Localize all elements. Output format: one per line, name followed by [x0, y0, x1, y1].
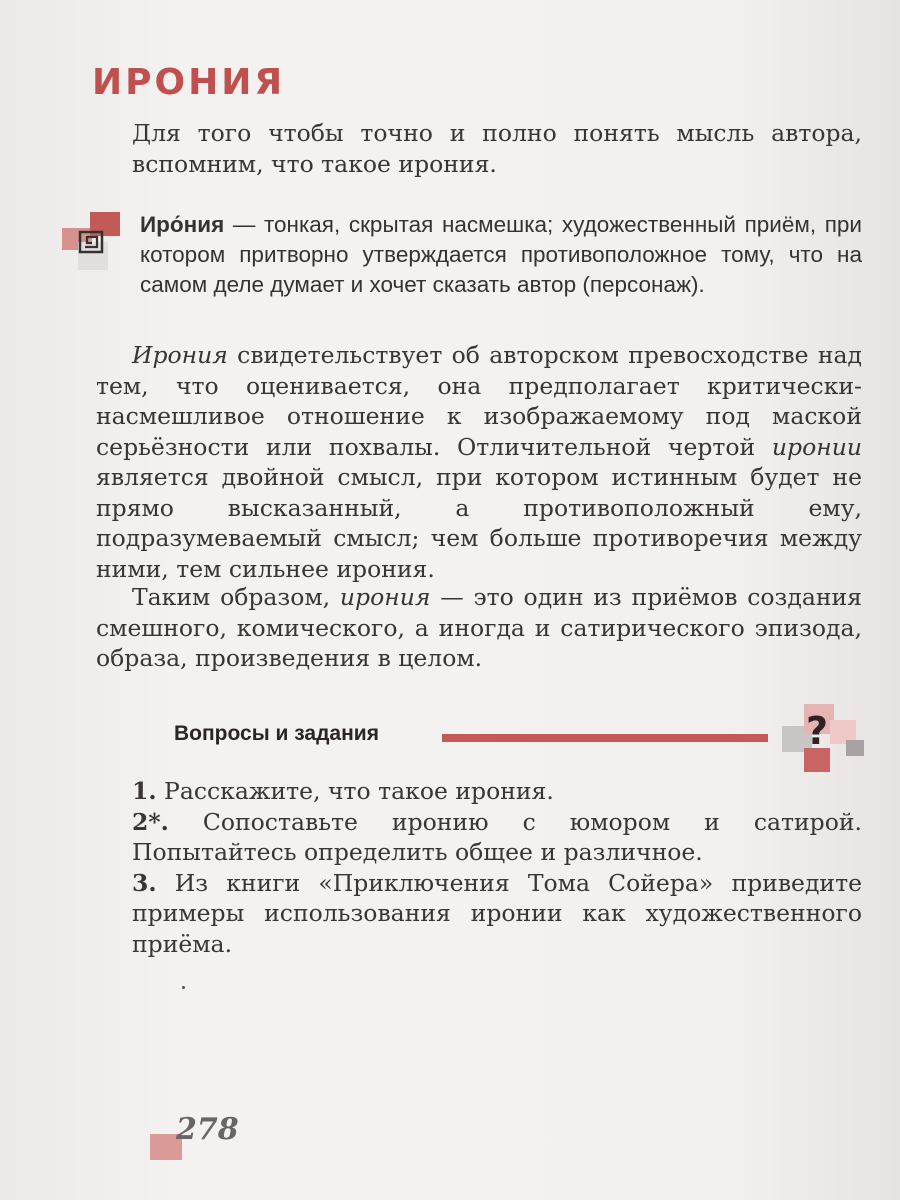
definition-icon	[62, 212, 128, 272]
question-item: 2*. Сопоставьте иронию с юмором и сатирой. Попытайтесь определить общее и различное.	[132, 807, 862, 866]
header-rule	[442, 734, 768, 742]
question-item: 1. Расскажите, что такое ирония.	[132, 777, 554, 805]
paragraph-text: — это один из приёмов создания смешного, комического, а иногда и сатирического эпизода, образа, произведения в целом.	[96, 583, 862, 672]
page-number: 278	[176, 1112, 239, 1147]
definition-term: Иро́ния	[140, 212, 225, 237]
questions-header: Вопросы и задания	[174, 722, 379, 745]
paragraph-text: свидетельствует об авторском превосходстве над тем, что оценивается, она предполагает критически-насмешливое отношение к изображаемому под маской серьёзности или похвалы. Отличительной чертой	[96, 341, 862, 461]
emphasis: иронии	[771, 432, 862, 461]
questions-list	[132, 776, 862, 959]
question-mark-icon	[782, 700, 872, 776]
page-title: ИРОНИЯ	[92, 62, 286, 103]
paragraph-2	[96, 340, 862, 584]
question-item: 3. Из книги «Приключения Тома Сойера» приведите примеры использования иронии как художественного приёма.	[132, 868, 862, 958]
emphasis: ирония	[339, 583, 431, 611]
paragraph-text: Таким образом,	[132, 583, 340, 611]
intro-paragraph	[132, 118, 862, 179]
intro-text: Для того чтобы точно и полно понять мысль автора, вспомним, что такое ирония.	[132, 119, 862, 178]
svg-text:?: ?	[806, 709, 829, 753]
speck	[182, 986, 185, 989]
paragraph-3	[96, 582, 862, 674]
paragraph-text: является двойной смысл, при котором истинным будет не прямо высказанный, а противоположный ему, подразумеваемый смысл; чем больше противоречия между ними, тем сильнее ирония.	[96, 463, 862, 583]
emphasis: Ирония	[132, 341, 228, 369]
definition-text: — тонкая, скрытая насмешка; художественный приём, при котором притворно утверждается противоположное тому, что на самом деле думает и хочет сказать автор (персонаж).	[140, 212, 862, 297]
definition-box	[140, 210, 862, 300]
